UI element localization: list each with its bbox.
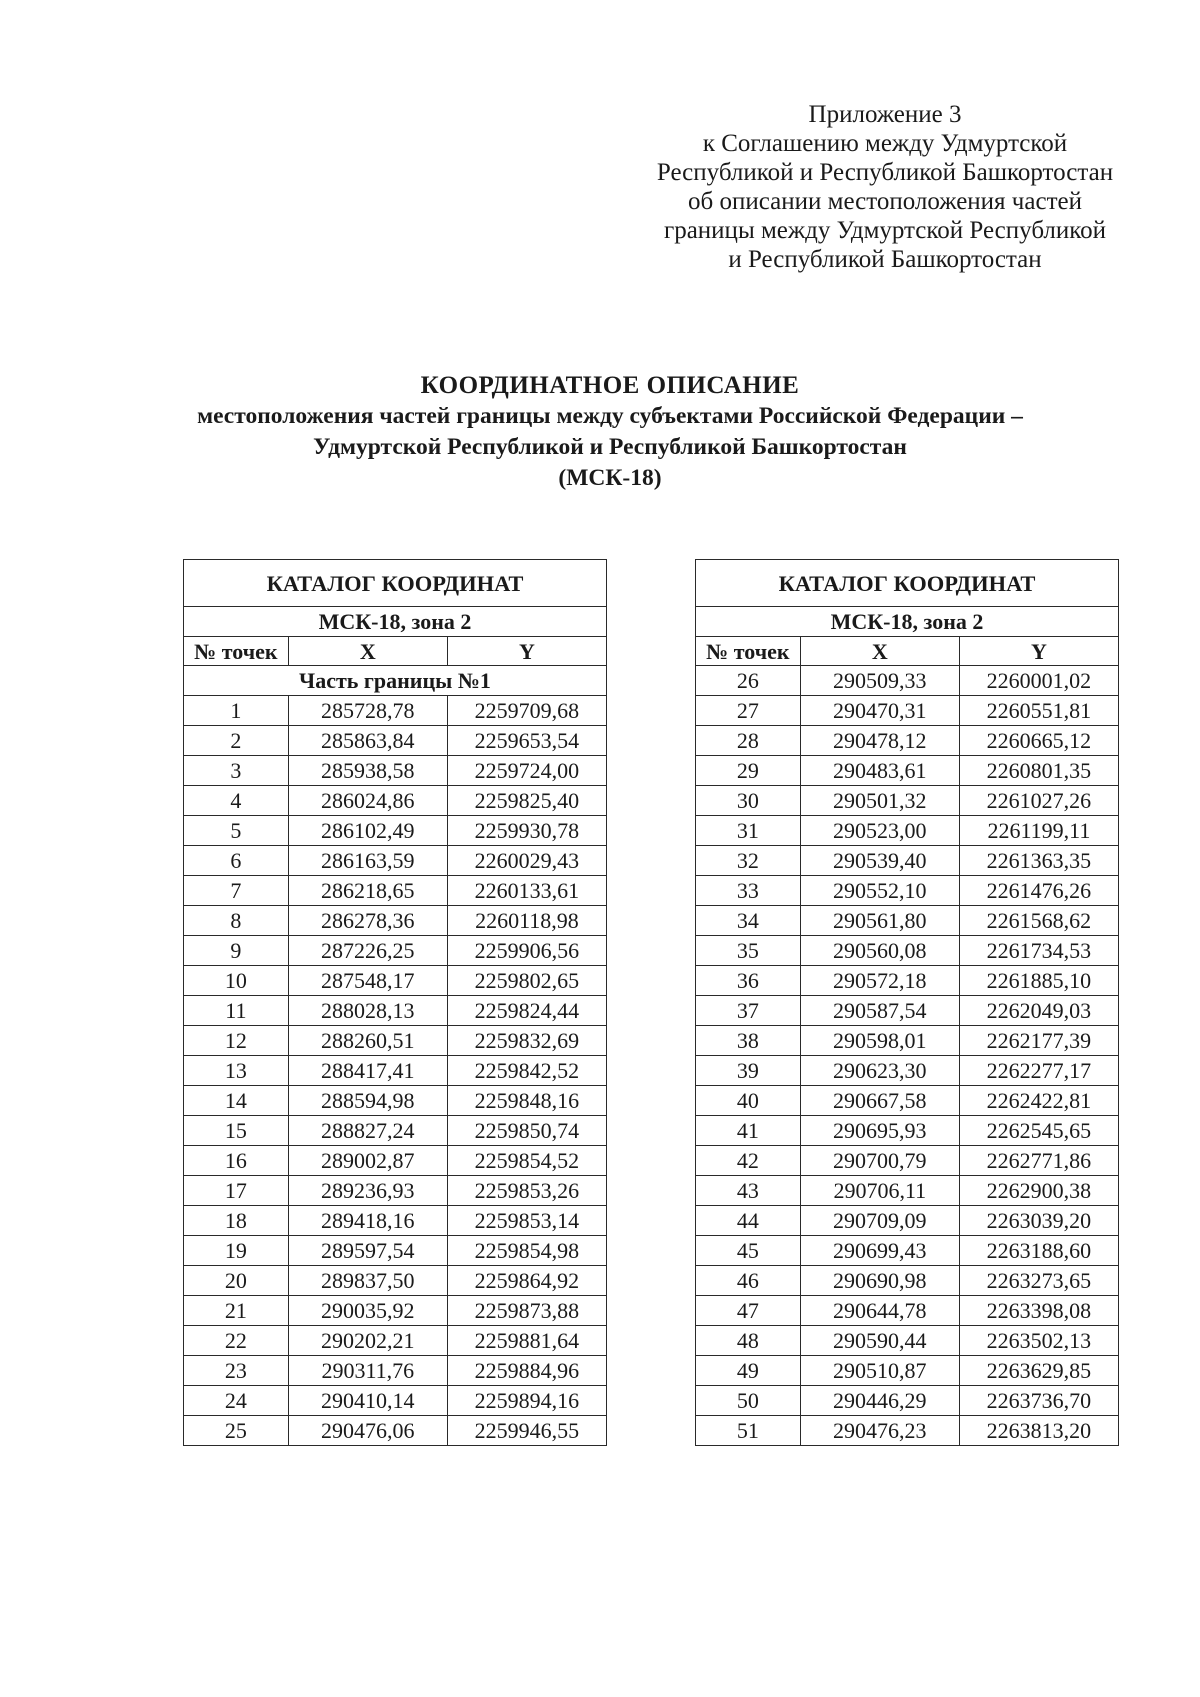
cell-point-number: 14 <box>184 1086 289 1116</box>
cell-point-number: 8 <box>184 906 289 936</box>
column-header-x: X <box>800 637 959 666</box>
table-row <box>184 996 607 1026</box>
cell-x: 290690,98 <box>800 1266 959 1296</box>
cell-x: 290587,54 <box>800 996 959 1026</box>
column-header-y: Y <box>959 637 1118 666</box>
cell-x: 290709,09 <box>800 1206 959 1236</box>
cell-point-number: 48 <box>696 1326 801 1356</box>
title-line-2: местоположения частей границы между субъектами Российской Федерации – <box>197 403 1023 429</box>
cell-y: 2259842,52 <box>447 1056 606 1086</box>
cell-y: 2259894,16 <box>447 1386 606 1416</box>
table-row <box>696 1326 1119 1356</box>
cell-point-number: 25 <box>184 1416 289 1446</box>
cell-point-number: 3 <box>184 756 289 786</box>
cell-y: 2259709,68 <box>447 696 606 726</box>
table-row <box>696 1386 1119 1416</box>
cell-y: 2259853,14 <box>447 1206 606 1236</box>
table-row <box>184 1026 607 1056</box>
table-row <box>696 846 1119 876</box>
cell-y: 2259832,69 <box>447 1026 606 1056</box>
cell-y: 2259848,16 <box>447 1086 606 1116</box>
cell-point-number: 45 <box>696 1236 801 1266</box>
document-title <box>150 370 1070 494</box>
cell-point-number: 13 <box>184 1056 289 1086</box>
cell-y: 2259850,74 <box>447 1116 606 1146</box>
cell-x: 290410,14 <box>288 1386 447 1416</box>
cell-y: 2259825,40 <box>447 786 606 816</box>
cell-point-number: 12 <box>184 1026 289 1056</box>
cell-x: 287548,17 <box>288 966 447 996</box>
cell-point-number: 23 <box>184 1356 289 1386</box>
table-title: КАТАЛОГ КООРДИНАТ <box>184 560 607 607</box>
cell-y: 2263039,20 <box>959 1206 1118 1236</box>
cell-x: 290446,29 <box>800 1386 959 1416</box>
cell-x: 290476,23 <box>800 1416 959 1446</box>
cell-y: 2260665,12 <box>959 726 1118 756</box>
cell-y: 2259854,52 <box>447 1146 606 1176</box>
cell-point-number: 20 <box>184 1266 289 1296</box>
cell-y: 2260133,61 <box>447 876 606 906</box>
cell-point-number: 24 <box>184 1386 289 1416</box>
cell-point-number: 37 <box>696 996 801 1026</box>
cell-y: 2260801,35 <box>959 756 1118 786</box>
cell-x: 289236,93 <box>288 1176 447 1206</box>
cell-y: 2262900,38 <box>959 1176 1118 1206</box>
cell-y: 2261027,26 <box>959 786 1118 816</box>
cell-point-number: 18 <box>184 1206 289 1236</box>
cell-x: 287226,25 <box>288 936 447 966</box>
table-row <box>696 906 1119 936</box>
cell-x: 288028,13 <box>288 996 447 1026</box>
cell-x: 290552,10 <box>800 876 959 906</box>
cell-x: 290623,30 <box>800 1056 959 1086</box>
table-body <box>184 696 607 1446</box>
cell-y: 2262422,81 <box>959 1086 1118 1116</box>
cell-point-number: 47 <box>696 1296 801 1326</box>
cell-x: 286278,36 <box>288 906 447 936</box>
cell-point-number: 2 <box>184 726 289 756</box>
cell-x: 285728,78 <box>288 696 447 726</box>
cell-point-number: 17 <box>184 1176 289 1206</box>
cell-point-number: 35 <box>696 936 801 966</box>
table-row <box>184 936 607 966</box>
appendix-line: Республикой и Республикой Башкортостан <box>656 159 1114 186</box>
table-row <box>184 846 607 876</box>
cell-x: 290476,06 <box>288 1416 447 1446</box>
table-row <box>696 996 1119 1026</box>
appendix-line: к Соглашению между Удмуртской <box>702 130 1068 157</box>
cell-point-number: 22 <box>184 1326 289 1356</box>
table-row <box>696 966 1119 996</box>
cell-point-number: 16 <box>184 1146 289 1176</box>
cell-x: 290035,92 <box>288 1296 447 1326</box>
cell-y: 2263629,85 <box>959 1356 1118 1386</box>
table-row <box>696 756 1119 786</box>
cell-point-number: 4 <box>184 786 289 816</box>
cell-y: 2259854,98 <box>447 1236 606 1266</box>
table-row <box>184 1146 607 1176</box>
cell-y: 2263398,08 <box>959 1296 1118 1326</box>
cell-x: 289002,87 <box>288 1146 447 1176</box>
table-row <box>696 696 1119 726</box>
cell-x: 290699,43 <box>800 1236 959 1266</box>
appendix-line: Приложение 3 <box>808 101 962 128</box>
cell-point-number: 26 <box>696 666 801 696</box>
cell-y: 2260551,81 <box>959 696 1118 726</box>
cell-y: 2263736,70 <box>959 1386 1118 1416</box>
cell-x: 285863,84 <box>288 726 447 756</box>
table-row <box>696 786 1119 816</box>
table-zone: МСК-18, зона 2 <box>184 607 607 637</box>
cell-y: 2262545,65 <box>959 1116 1118 1146</box>
cell-y: 2259884,96 <box>447 1356 606 1386</box>
cell-y: 2259930,78 <box>447 816 606 846</box>
cell-point-number: 40 <box>696 1086 801 1116</box>
cell-point-number: 41 <box>696 1116 801 1146</box>
cell-point-number: 29 <box>696 756 801 786</box>
table-row <box>696 936 1119 966</box>
cell-point-number: 49 <box>696 1356 801 1386</box>
cell-y: 2259873,88 <box>447 1296 606 1326</box>
table-row <box>184 816 607 846</box>
appendix-line: об описании местоположения частей <box>688 188 1082 215</box>
cell-point-number: 5 <box>184 816 289 846</box>
cell-point-number: 36 <box>696 966 801 996</box>
table-row <box>184 1206 607 1236</box>
cell-point-number: 33 <box>696 876 801 906</box>
cell-x: 290470,31 <box>800 696 959 726</box>
cell-y: 2259802,65 <box>447 966 606 996</box>
cell-x: 290510,87 <box>800 1356 959 1386</box>
cell-point-number: 27 <box>696 696 801 726</box>
table-row <box>696 1146 1119 1176</box>
cell-point-number: 6 <box>184 846 289 876</box>
cell-point-number: 32 <box>696 846 801 876</box>
cell-x: 285938,58 <box>288 756 447 786</box>
cell-point-number: 11 <box>184 996 289 1026</box>
cell-x: 290478,12 <box>800 726 959 756</box>
cell-y: 2263813,20 <box>959 1416 1118 1446</box>
cell-x: 290572,18 <box>800 966 959 996</box>
cell-x: 286024,86 <box>288 786 447 816</box>
title-line-4: (МСК-18) <box>558 465 662 491</box>
table-row <box>696 1026 1119 1056</box>
cell-x: 290509,33 <box>800 666 959 696</box>
cell-y: 2259946,55 <box>447 1416 606 1446</box>
cell-x: 286163,59 <box>288 846 447 876</box>
cell-y: 2261734,53 <box>959 936 1118 966</box>
cell-x: 290483,61 <box>800 756 959 786</box>
cell-x: 286102,49 <box>288 816 447 846</box>
cell-x: 289837,50 <box>288 1266 447 1296</box>
cell-point-number: 51 <box>696 1416 801 1446</box>
column-header-y: Y <box>447 637 606 666</box>
table-row <box>184 1266 607 1296</box>
cell-x: 290501,32 <box>800 786 959 816</box>
cell-y: 2263273,65 <box>959 1266 1118 1296</box>
table-row <box>696 666 1119 696</box>
cell-y: 2261476,26 <box>959 876 1118 906</box>
table-row <box>696 1086 1119 1116</box>
table-row <box>184 1116 607 1146</box>
cell-point-number: 9 <box>184 936 289 966</box>
table-row <box>696 1296 1119 1326</box>
table-row <box>184 696 607 726</box>
table-row <box>696 876 1119 906</box>
cell-point-number: 31 <box>696 816 801 846</box>
cell-y: 2262771,86 <box>959 1146 1118 1176</box>
cell-y: 2259824,44 <box>447 996 606 1026</box>
table-zone: МСК-18, зона 2 <box>696 607 1119 637</box>
cell-x: 290311,76 <box>288 1356 447 1386</box>
table-row <box>184 786 607 816</box>
table-row <box>696 816 1119 846</box>
cell-y: 2261885,10 <box>959 966 1118 996</box>
cell-y: 2259881,64 <box>447 1326 606 1356</box>
table-row <box>696 1116 1119 1146</box>
cell-point-number: 46 <box>696 1266 801 1296</box>
table-row <box>184 906 607 936</box>
appendix-line: границы между Удмуртской Республикой <box>663 217 1107 244</box>
table-row <box>184 1416 607 1446</box>
cell-x: 290644,78 <box>800 1296 959 1326</box>
cell-point-number: 39 <box>696 1056 801 1086</box>
cell-point-number: 10 <box>184 966 289 996</box>
cell-y: 2260029,43 <box>447 846 606 876</box>
table-row <box>184 1236 607 1266</box>
title-main: КООРДИНАТНОЕ ОПИСАНИЕ <box>420 372 800 399</box>
cell-point-number: 19 <box>184 1236 289 1266</box>
cell-y: 2261568,62 <box>959 906 1118 936</box>
cell-x: 290539,40 <box>800 846 959 876</box>
cell-point-number: 34 <box>696 906 801 936</box>
cell-point-number: 21 <box>184 1296 289 1326</box>
cell-y: 2259906,56 <box>447 936 606 966</box>
table-row <box>696 726 1119 756</box>
cell-point-number: 7 <box>184 876 289 906</box>
table-row <box>696 1206 1119 1236</box>
table-row <box>184 1296 607 1326</box>
cell-point-number: 50 <box>696 1386 801 1416</box>
cell-x: 286218,65 <box>288 876 447 906</box>
table-row <box>184 876 607 906</box>
table-body <box>696 666 1119 1446</box>
appendix-line: и Республикой Башкортостан <box>728 246 1042 273</box>
cell-point-number: 30 <box>696 786 801 816</box>
table-row <box>696 1236 1119 1266</box>
table-row <box>696 1056 1119 1086</box>
cell-point-number: 1 <box>184 696 289 726</box>
table-row <box>184 1356 607 1386</box>
cell-x: 290667,58 <box>800 1086 959 1116</box>
cell-x: 290202,21 <box>288 1326 447 1356</box>
cell-x: 290561,80 <box>800 906 959 936</box>
cell-x: 288594,98 <box>288 1086 447 1116</box>
cell-x: 290695,93 <box>800 1116 959 1146</box>
cell-x: 290560,08 <box>800 936 959 966</box>
cell-x: 289597,54 <box>288 1236 447 1266</box>
cell-y: 2262177,39 <box>959 1026 1118 1056</box>
column-header-point: № точек <box>696 637 801 666</box>
title-line-3: Удмуртской Республикой и Республикой Башкортостан <box>313 434 907 460</box>
table-row <box>184 1056 607 1086</box>
table-row <box>696 1176 1119 1206</box>
cell-x: 288827,24 <box>288 1116 447 1146</box>
cell-y: 2260118,98 <box>447 906 606 936</box>
column-header-x: X <box>288 637 447 666</box>
cell-x: 289418,16 <box>288 1206 447 1236</box>
cell-x: 290523,00 <box>800 816 959 846</box>
table-title: КАТАЛОГ КООРДИНАТ <box>696 560 1119 607</box>
cell-point-number: 38 <box>696 1026 801 1056</box>
cell-x: 290706,11 <box>800 1176 959 1206</box>
cell-y: 2259724,00 <box>447 756 606 786</box>
table-row <box>184 726 607 756</box>
cell-x: 288417,41 <box>288 1056 447 1086</box>
cell-y: 2259864,92 <box>447 1266 606 1296</box>
table-row <box>184 1386 607 1416</box>
cell-y: 2262277,17 <box>959 1056 1118 1086</box>
column-header-point: № точек <box>184 637 289 666</box>
cell-y: 2263502,13 <box>959 1326 1118 1356</box>
cell-point-number: 44 <box>696 1206 801 1236</box>
cell-point-number: 15 <box>184 1116 289 1146</box>
cell-point-number: 42 <box>696 1146 801 1176</box>
cell-y: 2261199,11 <box>959 816 1118 846</box>
cell-y: 2259853,26 <box>447 1176 606 1206</box>
table-row <box>184 1326 607 1356</box>
cell-x: 290598,01 <box>800 1026 959 1056</box>
cell-y: 2263188,60 <box>959 1236 1118 1266</box>
table-row <box>184 1176 607 1206</box>
section-label: Часть границы №1 <box>184 666 607 696</box>
appendix-heading <box>620 100 1150 274</box>
cell-x: 288260,51 <box>288 1026 447 1056</box>
table-row <box>696 1266 1119 1296</box>
cell-y: 2260001,02 <box>959 666 1118 696</box>
cell-y: 2259653,54 <box>447 726 606 756</box>
table-row <box>184 756 607 786</box>
table-row <box>696 1356 1119 1386</box>
cell-x: 290700,79 <box>800 1146 959 1176</box>
cell-point-number: 43 <box>696 1176 801 1206</box>
cell-y: 2262049,03 <box>959 996 1118 1026</box>
cell-x: 290590,44 <box>800 1326 959 1356</box>
cell-point-number: 28 <box>696 726 801 756</box>
table-row <box>696 1416 1119 1446</box>
table-row <box>184 1086 607 1116</box>
coordinate-table-right <box>695 559 1119 1446</box>
cell-y: 2261363,35 <box>959 846 1118 876</box>
coordinate-table-left <box>183 559 607 1446</box>
table-row <box>184 966 607 996</box>
